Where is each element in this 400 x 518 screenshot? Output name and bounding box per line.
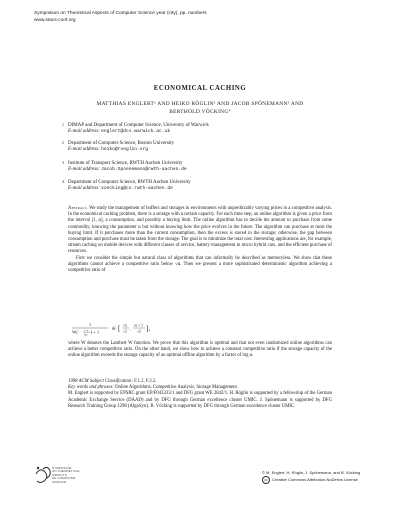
abstract-lead: Abstract. [68, 206, 88, 211]
keywords-value: Online Algorithms, Competitive Analysis, Storage Management. [115, 385, 239, 391]
copyright-line: © M. Englert, H. Röglin, J. Spönemann, and B. Vöcking [262, 469, 361, 475]
formula-inner-numerator: 1−α [83, 328, 89, 333]
license-footer [262, 469, 360, 483]
abstract-paragraph-3: where W denotes the Lambert W function. We prove that this algorithm is optimal and that not even randomized online algorithms can achieve a better competitive ratio. On the other hand, we show how to achieve a constant competitive ratio if the storage capacity of the online algorithm exceeds the storage capacity of an optimal offline algorithm by a factor of log α. [68, 341, 332, 359]
header-venue: Symposium on Theoretical Aspects of Computer Science year (city), pp. numbers [34, 11, 207, 16]
logo-caption [52, 467, 80, 484]
affiliation-dept: Institute of Transport Science, RWTH Aachen University [68, 161, 183, 166]
email-address[interactable]: voecking@cs.rwth-aachen.de [101, 186, 173, 192]
affiliation-dept: Department of Computer Science, RWTH Aachen University [68, 180, 191, 185]
header-url: www.stacs-conf.org [34, 17, 76, 23]
affiliation-2 [62, 141, 348, 153]
email-label: E-mail address: [68, 147, 100, 153]
keywords-label: Key words and phrases: [68, 385, 114, 391]
affiliation-number: 4 [62, 180, 64, 184]
competitive-ratio-formula [68, 320, 268, 338]
classification-value: F.1.2, F.2.2. [134, 379, 157, 384]
email-address[interactable]: Jacob.Spoenemann@rwth-aachen.de [101, 167, 187, 173]
journal-header [34, 11, 207, 24]
abstract-text-1: We study the management of buffers and storages in environments with unpredictably varying prices in a competitive analysis. In the economical caching problem, there is a storage with a certain capacity. For each time step, an online algorithm is given a price from the interval [1, α], a consumption, and possibly a buying limit. The online algorithm has to decide the amount to purchase from some commodity, knowing the parameter α but without knowing how the price evolves in the future. The algorithm can purchase at most the buying limit. If it purchases more than the current consumption, then the excess is stored in the storage; otherwise, the gap between consumption and purchase must be taken from the storage. The goal is to minimize the total cost. Interesting applications are, for example, stream caching on mobile devices with different classes of service, battery management in micro hybrid cars, and the efficient purchase of resources. [68, 206, 332, 255]
abstract [68, 206, 332, 274]
formula-close-bracket: ], [146, 324, 151, 333]
email-label: E-mail address: [68, 129, 100, 135]
email-label: E-mail address: [68, 167, 100, 173]
formula-lhs-denominator: W( [72, 329, 78, 335]
email-address[interactable]: heiko@roeglin.org [101, 147, 149, 153]
license-line [262, 476, 360, 483]
formula-rhs-b-numerator: √α + 1 [133, 323, 143, 328]
affiliation-number: 2 [62, 141, 64, 145]
funding-note: M. Englert is supported by EPSRC grant EP/F043333/1 and DFG grant WE 2842/1. H. Röglin is supported by a fellowship of the German Academic Exchange Service (DAAD) and by DFG through German excellence cluster UMIC. J. Spönemann is supported by DFG Research Training Group 1298 (AlgoSyn). B. Vöcking is supported by DFG through German excellence cluster UMIC. [68, 391, 332, 409]
author-line-1: MATTHIAS ENGLERT¹ AND HEIKO RÖGLIN² AND JACOB SPÖNEMANN³ AND [96, 101, 304, 107]
logo-caption-line: OF COMPUTER [52, 476, 76, 481]
paper-title: ECONOMICAL CACHING [153, 85, 247, 92]
affiliation-number: 3 [62, 161, 64, 165]
classification-label: 1998 ACM Subject Classification: [68, 379, 133, 384]
email-address[interactable]: englert@dcs.warwick.ac.uk [101, 129, 171, 135]
abstract-paragraph-2: First we consider the simple but natural class of algorithms that can informally be described as memoryless. We show that these algorithms cannot achieve a competitive ratio below √α. Then we present a more sophisticated deterministic algorithm achieving a competitive ratio of [68, 255, 332, 274]
logo-dot [37, 467, 39, 469]
affiliation-dept: Department of Computer Science, Boston University [68, 141, 175, 146]
logo-caption-line: SYMPOSIUM [52, 466, 72, 470]
email-label: E-mail address: [68, 186, 100, 192]
formula-separator: , [130, 326, 132, 331]
paper-metadata [68, 379, 332, 410]
abstract-paragraph-1 [68, 206, 332, 256]
affiliation-number: 1 [62, 123, 64, 127]
formula-rhs-b-denominator: √2 [137, 329, 141, 334]
logo-caption-line: SCIENCE [52, 479, 67, 484]
license-text[interactable]: Creative Commons Attribution-NoDerivs License [272, 476, 358, 482]
logo-caption-line: ASPECTS [52, 472, 67, 477]
formula-lhs-tail: ) + 1 [90, 329, 100, 335]
logo-caption-line: ON THEORETICAL [52, 469, 81, 474]
formula-inner-denominator: eα [84, 332, 88, 337]
affiliation-3 [62, 161, 348, 173]
formula-in-symbol: ∈ [112, 326, 117, 331]
formula-rhs-a-numerator: √α [123, 323, 127, 328]
author-line-2: BERTHOLD VÖCKING⁴ [169, 109, 231, 115]
affiliation-1 [62, 123, 348, 135]
logo-swirl-left [36, 470, 47, 483]
formula-open-bracket: [ [118, 324, 121, 333]
author-list [60, 100, 340, 116]
formula-lhs-numerator: 1 [88, 322, 92, 327]
formula-rhs-a-denominator: √2 [123, 329, 127, 334]
affiliation-dept: DIMAP and Department of Computer Science, University of Warwick [68, 123, 209, 128]
creative-commons-icon: cc [262, 476, 270, 484]
affiliation-4 [62, 180, 348, 192]
